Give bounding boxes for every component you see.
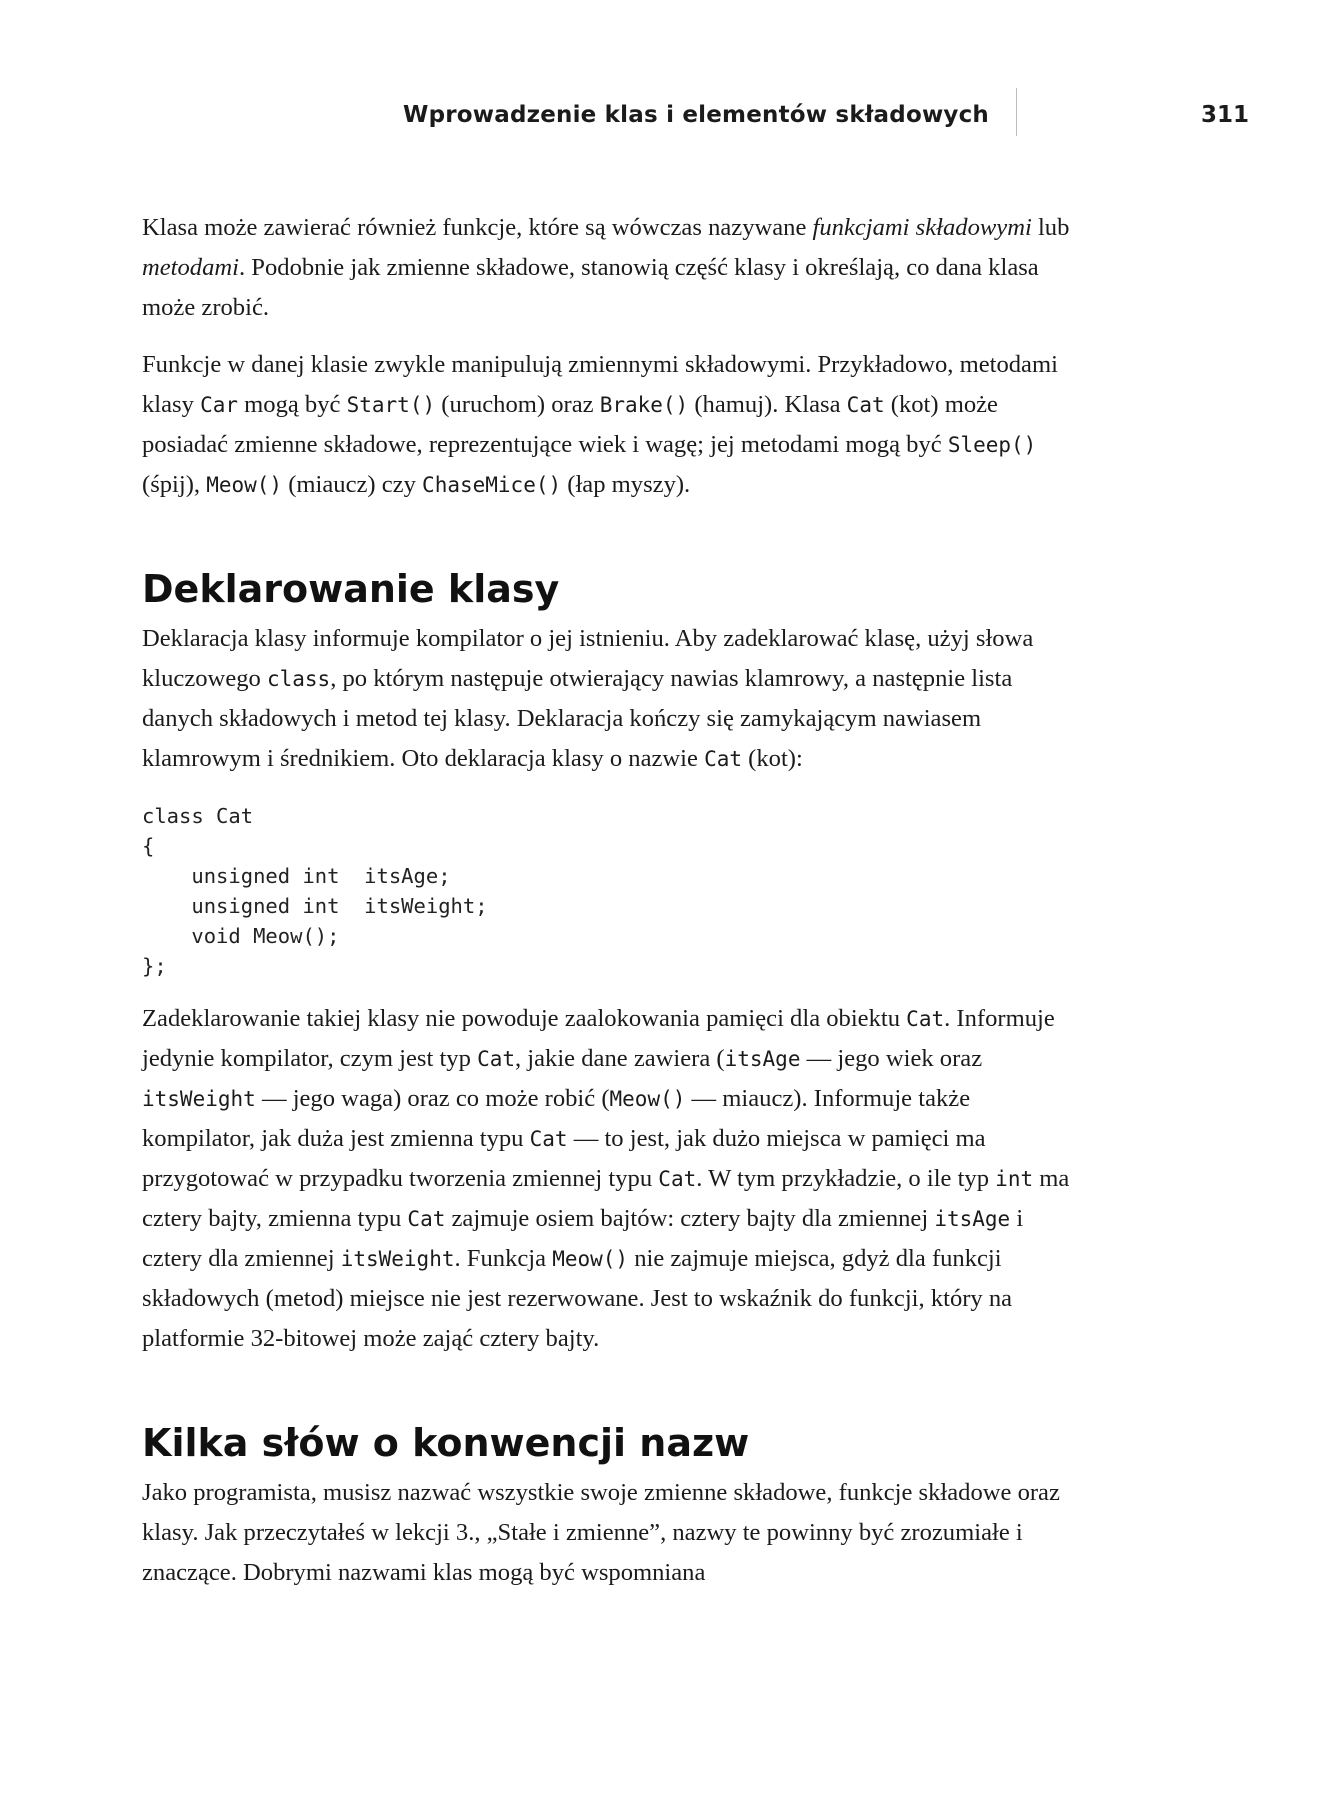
declaration-paragraph	[142, 619, 1082, 779]
text-run: (kot):	[742, 745, 803, 772]
text-run: — to jest, jak dużo miejsca w pamięci ma przygotować w przypadku tworzenia zmiennej typu	[142, 1125, 986, 1192]
inline-code: itsWeight	[142, 1087, 256, 1111]
text-run: Deklaracja klasy informuje kompilator o jej istnieniu. Aby zadeklarować klasę, użyj słowa kluczowego	[142, 625, 1034, 692]
text-run: nie zajmuje miejsca, gdyż dla funkcji składowych (metod) miejsce nie jest rezerwowane. Jest to wskaźnik do funkcji, który na platformie 32-bitowej może zająć cztery bajty.	[142, 1245, 1013, 1352]
inline-code: Cat	[846, 393, 885, 417]
inline-code: Cat	[529, 1127, 568, 1151]
inline-code: itsAge	[724, 1047, 801, 1071]
header-divider	[1016, 88, 1017, 136]
section-heading-class-declaration: Deklarowanie klasy	[142, 567, 560, 611]
inline-code: ChaseMice()	[422, 473, 562, 497]
emphasis-term: funkcjami składowymi	[812, 214, 1032, 241]
text-run: . Podobnie jak zmienne składowe, stanowią część klasy i określają, co dana klasa może zrobić.	[142, 254, 1039, 321]
intro-paragraph-methods	[142, 208, 1082, 328]
text-run: (hamuj). Klasa	[688, 391, 847, 418]
page-body	[142, 208, 1082, 1610]
text-run: i cztery dla zmiennej	[142, 1205, 1024, 1272]
text-run: Funkcje w danej klasie zwykle manipulują zmiennymi składowymi. Przykładowo, metodami klasy	[142, 351, 1058, 418]
text-run: . W tym przykładzie, o ile typ	[696, 1165, 996, 1192]
inline-code: Cat	[658, 1167, 697, 1191]
text-run: Klasa może zawierać również funkcje, które są wówczas nazywane	[142, 214, 813, 241]
inline-code: Meow()	[206, 473, 283, 497]
inline-code: Brake()	[599, 393, 689, 417]
text-run: ma cztery bajty, zmienna typu	[142, 1165, 1070, 1232]
text-run: lub	[1031, 214, 1070, 241]
inline-code: itsWeight	[340, 1247, 455, 1271]
inline-code: Cat	[906, 1007, 945, 1031]
text-run: (łap myszy).	[561, 471, 691, 498]
running-header	[0, 88, 1249, 138]
text-run: mogą być	[238, 391, 347, 418]
chapter-title: Wprowadzenie klas i elementów składowych	[403, 102, 989, 128]
text-run: (miaucz) czy	[282, 471, 423, 498]
inline-code: Start()	[346, 393, 436, 417]
text-run: , jakie dane zawiera (	[515, 1045, 725, 1072]
inline-code: Cat	[704, 747, 743, 771]
text-run: . Informuje jedynie kompilator, czym jest typ	[142, 1005, 1055, 1072]
section-heading-naming-conventions: Kilka słów o konwencji nazw	[142, 1421, 750, 1465]
page-number: 311	[1200, 102, 1249, 128]
inline-code: int	[995, 1167, 1034, 1191]
inline-code: Meow()	[609, 1087, 686, 1111]
text-run: — jego waga) oraz co może robić (	[255, 1085, 610, 1112]
inline-code: class	[266, 667, 331, 691]
inline-code: Sleep()	[947, 433, 1037, 457]
text-run: — jego wiek oraz	[800, 1045, 983, 1072]
inline-code: Cat	[407, 1207, 446, 1231]
code-listing-cat-class: class Cat { unsigned int itsAge; unsigned int itsWeight; void Meow(); };	[142, 804, 488, 978]
text-run: . Funkcja	[454, 1245, 553, 1272]
inline-code: Cat	[477, 1047, 515, 1071]
inline-code: Meow()	[552, 1247, 629, 1271]
inline-code: Car	[200, 393, 238, 417]
memory-paragraph	[142, 999, 1082, 1359]
emphasis-term: metodami	[142, 254, 239, 281]
text-run: (uruchom) oraz	[435, 391, 600, 418]
intro-paragraph-examples	[142, 345, 1082, 505]
text-run: , po którym następuje otwierający nawias klamrowy, a następnie lista danych składowych i metod tej klasy. Deklaracja kończy się zamykającym nawiasem klamrowym i średnikiem. Oto deklaracja klasy o nazwie	[142, 665, 1013, 772]
text-run: zajmuje osiem bajtów: cztery bajty dla zmiennej	[445, 1205, 935, 1232]
text-run: Zadeklarowanie takiej klasy nie powoduje zaalokowania pamięci dla obiektu	[142, 1005, 907, 1032]
naming-paragraph: Jako programista, musisz nazwać wszystkie swoje zmienne składowe, funkcje składowe oraz klasy. Jak przeczytałeś w lekcji 3., „Stałe i zmienne”, nazwy te powinny być zrozumiałe i znaczące. Dobrymi nazwami klas mogą być wspomniana	[142, 1479, 1060, 1586]
text-run: (kot) może posiadać zmienne składowe, reprezentujące wiek i wagę; jej metodami mogą być	[142, 391, 998, 458]
text-run: (śpij),	[142, 471, 207, 498]
text-run: — miaucz). Informuje także kompilator, jak duża jest zmienna typu	[142, 1085, 971, 1152]
inline-code: itsAge	[934, 1207, 1011, 1231]
